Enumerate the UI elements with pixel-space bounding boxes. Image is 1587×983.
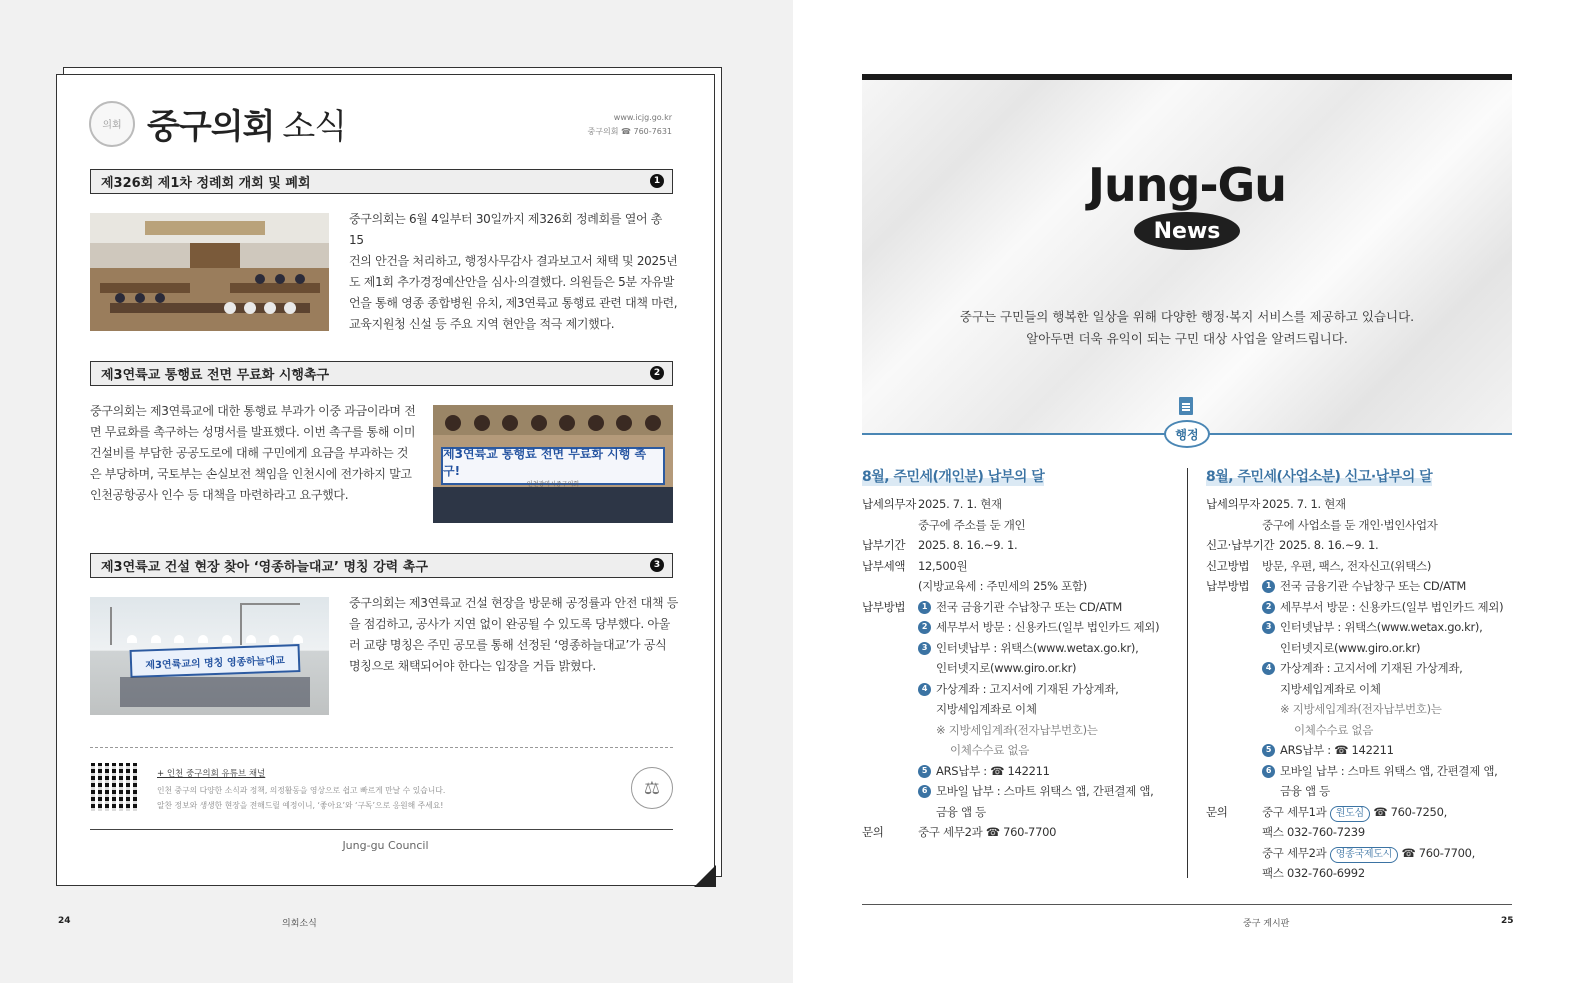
admin-category-badge: 행정: [1164, 420, 1210, 448]
section-2-title: 제3연륙교 통행료 전면 무료화 시행촉구: [101, 368, 330, 383]
section-2-line: 면 무료화를 촉구하는 성명서를 발표했다. 이번 촉구를 통해 이미: [90, 425, 416, 439]
label: 납세의무자: [1206, 497, 1261, 511]
right-page: [793, 0, 1587, 983]
note: 이체수수료 없음: [950, 743, 1030, 757]
value: 중구에 사업소를 둔 개인·법인사업자: [1262, 517, 1438, 532]
section-2-line: 중구의회는 제3연륙교에 대한 통행료 부과가 이중 과금이라며 전: [90, 404, 416, 418]
col2-title: 8월, 주민세(사업소분) 신고·납부의 달: [1206, 466, 1432, 486]
value: 인터넷지로(www.giro.or.kr): [936, 661, 1077, 675]
section-1-line: 건의 안건을 처리하고, 행정사무감사 결과보고서 채택 및 2025년: [349, 254, 678, 268]
number-2-icon: 2: [918, 621, 931, 634]
section-3-body: [349, 593, 679, 677]
bridge-site-photo: [90, 597, 329, 715]
youtube-description: [157, 783, 445, 813]
number-3-icon: 3: [918, 642, 931, 655]
page-section-left: 의회소식: [282, 919, 317, 929]
value: 2025. 7. 1. 현재: [1262, 497, 1346, 511]
value: 인터넷지로(www.giro.or.kr): [1280, 640, 1421, 655]
region-tag: 원도심: [1330, 806, 1370, 822]
section-3-number: 3: [650, 558, 664, 572]
council-english-name: Jung-gu Council: [342, 839, 429, 852]
page-title-light: 소식: [282, 107, 347, 147]
note: ※ 지방세입계좌(전자납부번호)는: [936, 722, 1098, 737]
value: 12,500원: [918, 558, 968, 573]
region-tag: 영종국제도시: [1330, 847, 1398, 863]
value: 팩스 032-760-6992: [1262, 866, 1365, 880]
value: 금융 앱 등: [936, 804, 986, 819]
label: 문의: [1206, 804, 1228, 819]
qr-code-icon[interactable]: [91, 763, 139, 811]
footer-rule: [862, 904, 1512, 905]
value: 전국 금융기관 수납창구 또는 CD/ATM: [936, 599, 1123, 614]
note: 이체수수료 없음: [1294, 722, 1374, 737]
number-3-icon: 3: [1262, 621, 1275, 634]
value: 2025. 7. 1. 현재: [918, 497, 1002, 511]
number-1-icon: 1: [1262, 580, 1275, 593]
scales-of-justice-icon: ⚖: [631, 767, 673, 809]
value: 세무부서 방문 : 신용카드(일부 법인카드 제외): [1280, 599, 1504, 614]
section-3-line: 중구의회는 제3연륙교 건설 현장을 방문해 공정률과 안전 대책 등: [349, 596, 679, 610]
hero-desc-line: 알아두면 더욱 유익이 되는 구민 대상 사업을 알려드립니다.: [1026, 331, 1348, 346]
value: 중구 세무2과 ☎ 760-7700: [918, 825, 1057, 839]
header-contact: [588, 111, 672, 139]
value: 중구에 주소를 둔 개인: [918, 517, 1026, 532]
people-legs: [120, 677, 310, 707]
label: 문의: [862, 825, 884, 839]
section-3-title: 제3연륙교 건설 현장 찾아 ‘영종하늘대교’ 명칭 강력 촉구: [101, 560, 428, 575]
value: ARS납부 : ☎ 142211: [1280, 743, 1394, 757]
council-seal-icon: [89, 101, 135, 147]
section-1-title-bar: [90, 169, 673, 194]
youtube-desc-line: 인천 중구의 다양한 소식과 정책, 의정활동을 영상으로 쉽고 빠르게 만날 수 있습니다.: [157, 786, 446, 795]
section-1-title: 제326회 제1차 정례회 개회 및 폐회: [101, 176, 311, 191]
session-hall-photo: [90, 213, 329, 331]
section-2-line: 건설비를 부담한 공공도로에 대해 구민에게 요금을 부과하는 것: [90, 446, 409, 460]
site-banner: [130, 644, 301, 678]
value: 세무부서 방문 : 신용카드(일부 법인카드 제외): [936, 620, 1160, 634]
label: 납부방법: [1206, 579, 1250, 593]
value: 가상계좌 : 고지서에 기재된 가상계좌,: [1280, 661, 1463, 675]
page-title-bold: 중구의회: [147, 107, 275, 147]
section-2-number: 2: [650, 366, 664, 380]
value: 방문, 우편, 팩스, 전자신고(위택스): [1262, 558, 1432, 573]
section-3-title-bar: [90, 553, 673, 578]
hero-title: Jung-Gu: [1087, 158, 1287, 212]
value: 중구 세무1과: [1262, 804, 1327, 819]
section-1-line: 도 제1회 추가경정예산안을 심사·의결했다. 의원들은 5분 자유발: [349, 275, 675, 289]
section-1-number: 1: [650, 174, 664, 188]
council-header: [89, 99, 346, 148]
label: 신고·납부기간: [1206, 538, 1275, 552]
value: ARS납부 : ☎ 142211: [936, 763, 1050, 778]
number-6-icon: 6: [1262, 765, 1275, 778]
hero-desc-line: 중구는 구민들의 행복한 일상을 위해 다양한 행정·복지 서비스를 제공하고 있습니다.: [959, 309, 1415, 324]
banner-text: 제3연륙교 통행료 전면 무료화 시행 촉구!: [443, 446, 647, 478]
number-4-icon: 4: [918, 683, 931, 696]
jung-gu-news-hero: [862, 80, 1512, 434]
value: 2025. 8. 16.~9. 1.: [918, 538, 1018, 552]
news-pill: News: [1134, 212, 1240, 250]
council-phone: 중구의회 ☎ 760-7631: [587, 127, 672, 136]
seal-text: 의회: [102, 120, 122, 131]
section-1-line: 언을 통해 영종 종합병원 유치, 제3연륙교 통행료 관련 대책 마련,: [349, 296, 678, 310]
people-legs: [433, 487, 673, 523]
section-1-line: 중구의회는 6월 4일부터 30일까지 제326회 정례회를 열어 총 15: [349, 212, 663, 247]
column-divider: [1187, 468, 1188, 878]
note: ※ 지방세입계좌(전자납부번호)는: [1280, 702, 1442, 716]
number-1-icon: 1: [918, 601, 931, 614]
section-2-title-bar: [90, 361, 673, 386]
section-2-line: 은 부당하며, 국토부는 손실보전 책임을 인천시에 전가하지 말고: [90, 467, 412, 481]
council-news-sheet: [56, 74, 715, 886]
value: 2025. 8. 16.~9. 1.: [1279, 538, 1379, 552]
value: 금융 앱 등: [1280, 784, 1330, 798]
col1-info: [862, 494, 1182, 843]
youtube-channel-link[interactable]: + 인천 중구의회 유튜브 채널: [157, 769, 266, 779]
hardhats: [120, 635, 310, 645]
banner-sub: 인천광역시중구의회: [526, 480, 580, 488]
value: 지방세입계좌로 이체: [1280, 681, 1381, 696]
number-4-icon: 4: [1262, 662, 1275, 675]
value: 모바일 납부 : 스마트 위택스 앱, 간편결제 앱,: [1280, 763, 1498, 778]
hero-description: [862, 306, 1512, 350]
value: 중구 세무2과: [1262, 845, 1327, 860]
value: 전국 금융기관 수납창구 또는 CD/ATM: [1280, 579, 1467, 593]
youtube-desc-line: 알찬 정보와 생생한 현장을 전해드릴 예정이니, ‘좋아요’와 ‘구독’으로 응원해 주세요!: [157, 801, 444, 810]
value: 가상계좌 : 고지서에 기재된 가상계좌,: [936, 681, 1119, 696]
value: 인터넷납부 : 위택스(www.wetax.go.kr),: [1280, 620, 1483, 634]
footer-rule: [90, 829, 673, 830]
website-url: www.icjg.go.kr: [613, 113, 672, 122]
section-3-line: 명칭으로 채택되어야 한다는 입장을 거듭 밝혔다.: [349, 659, 596, 673]
section-2-body: [90, 401, 420, 506]
page-number-right: 25: [1501, 916, 1514, 926]
toll-protest-photo: [433, 405, 673, 523]
left-page: [0, 0, 793, 983]
section-1-body: [349, 209, 679, 335]
value: 지방세입계좌로 이체: [936, 702, 1037, 716]
page-section-right: 중구 게시판: [1243, 919, 1290, 929]
value: 인터넷납부 : 위택스(www.wetax.go.kr),: [936, 640, 1139, 655]
site-banner-text: 제3연륙교의 명칭 영종하늘대교: [145, 655, 285, 671]
section-2-line: 인천공항공사 인수 등 대책을 마련하라고 요구했다.: [90, 488, 349, 502]
number-6-icon: 6: [918, 785, 931, 798]
number-2-icon: 2: [1262, 601, 1275, 614]
page-corner-fold: [694, 865, 716, 887]
label: 납세의무자: [862, 497, 917, 511]
section-1-line: 교육지원청 신설 등 주요 지역 현안을 적극 제기했다.: [349, 317, 615, 331]
number-5-icon: 5: [918, 765, 931, 778]
document-icon: [1179, 397, 1193, 415]
dotted-divider: [90, 747, 673, 748]
label: 납부기간: [862, 538, 906, 552]
value: 팩스 032-760-7239: [1262, 825, 1365, 839]
section-3-line: 러 교량 명칭은 주민 공모를 통해 선정된 ‘영종하늘대교’가 공식: [349, 638, 667, 652]
value: (지방교육세 : 주민세의 25% 포함): [918, 579, 1087, 593]
col1-title: 8월, 주민세(개인분) 납부의 달: [862, 466, 1044, 486]
label: 신고방법: [1206, 558, 1250, 573]
value: ☎ 760-7700,: [1401, 845, 1476, 860]
number-5-icon: 5: [1262, 744, 1275, 757]
label: 납부세액: [862, 558, 906, 573]
page-number-left: 24: [58, 916, 71, 926]
value: ☎ 760-7250,: [1373, 804, 1447, 819]
section-3-line: 을 점검하고, 공사가 지연 없이 완공될 수 있도록 당부했다. 아울: [349, 617, 670, 631]
value: 모바일 납부 : 스마트 위택스 앱, 간편결제 앱,: [936, 784, 1154, 798]
col2-info: [1206, 494, 1526, 884]
protest-banner: [441, 446, 665, 488]
label: 납부방법: [862, 599, 906, 614]
